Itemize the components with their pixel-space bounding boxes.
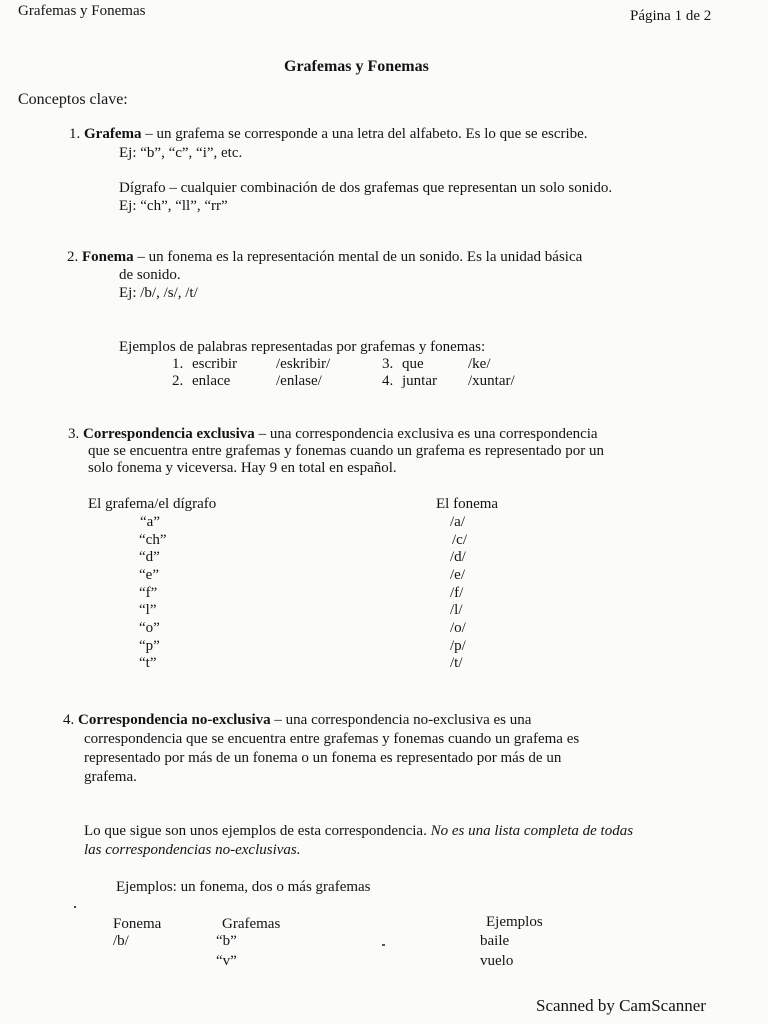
item-3-definition: – una correspondencia exclusiva es una correspondencia — [254, 426, 598, 442]
item-1-definition: – un grafema se corresponde a una letra del alfabeto. Es lo que se escribe. — [141, 126, 588, 142]
exclusive-grapheme: “p” — [139, 638, 160, 654]
exclusive-grapheme: “d” — [139, 549, 160, 565]
exclusive-phoneme: /p/ — [450, 638, 466, 654]
exclusive-phoneme: /c/ — [452, 532, 467, 548]
exclusive-grapheme: “l” — [139, 602, 157, 618]
item-3-number: 3. — [68, 426, 80, 442]
running-header-left: Grafemas y Fonemas — [18, 3, 146, 19]
word-example-3-phon: /ke/ — [468, 356, 491, 372]
note-italic: No es una lista completa de todas — [430, 823, 634, 839]
item-4-number: 4. — [63, 712, 75, 728]
item-4-line-3: representado por más de un fonema o un fonema es representado por más de un — [84, 750, 562, 766]
word-example-2-word: enlace — [192, 373, 231, 389]
digraph-example: Ej: “ch”, “ll”, “rr” — [119, 198, 228, 214]
item-2 — [67, 250, 582, 265]
item-2-definition-cont: de sonido. — [119, 267, 181, 283]
exclusive-phoneme: /f/ — [450, 585, 464, 601]
exclusive-phoneme: /t/ — [450, 655, 463, 671]
table-header-fonema: Fonema — [113, 916, 162, 932]
item-4-definition: – una correspondencia no-exclusiva es una — [270, 712, 532, 728]
exclusive-phoneme: /l/ — [450, 602, 463, 618]
item-4-line-4: grafema. — [84, 769, 137, 785]
exclusive-phoneme: /e/ — [450, 567, 465, 583]
item-1-number: 1. — [69, 126, 81, 142]
item-4-term: Correspondencia no-exclusiva — [78, 712, 271, 728]
item-2-definition: – un fonema es la representación mental de un sonido. Es la unidad básica — [133, 249, 583, 265]
exclusive-grapheme: “e” — [139, 567, 159, 583]
exclusive-phoneme: /o/ — [450, 620, 466, 636]
table-row-ejemplo: vuelo — [480, 953, 514, 969]
word-example-3-num: 3. — [382, 356, 394, 372]
word-examples-intro: Ejemplos de palabras representadas por grafemas y fonemas: — [119, 339, 486, 355]
item-3-line-2: que se encuentra entre grafemas y fonemas cuando un grafema es representado por un — [88, 443, 605, 459]
word-example-2-phon: /enlase/ — [276, 373, 322, 389]
item-3-term: Correspondencia exclusiva — [83, 426, 255, 442]
table-header-ejemplos: Ejemplos — [486, 914, 543, 930]
note-plain: Lo que sigue son unos ejemplos de esta correspondencia. — [84, 823, 431, 839]
word-example-4-num: 4. — [382, 373, 394, 389]
item-2-example: Ej: /b/, /s/, /t/ — [119, 285, 198, 301]
item-1-example: Ej: “b”, “c”, “i”, etc. — [119, 145, 243, 161]
word-example-1-phon: /eskribir/ — [276, 356, 331, 372]
exclusive-grapheme: “f” — [139, 585, 158, 601]
table-header-grafemas: Grafemas — [222, 916, 281, 932]
scan-speck — [382, 944, 385, 946]
exclusive-grapheme: “a” — [140, 514, 160, 530]
item-3-line-3: solo fonema y viceversa. Hay 9 en total en español. — [88, 460, 397, 476]
exclusive-col-header-grapheme: El grafema/el dígrafo — [88, 496, 217, 512]
scan-speck — [74, 906, 76, 908]
exclusive-phoneme: /a/ — [450, 514, 465, 530]
word-example-4-word: juntar — [402, 373, 437, 389]
word-example-2-num: 2. — [172, 373, 184, 389]
word-example-1-num: 1. — [172, 356, 184, 372]
word-example-4-phon: /xuntar/ — [468, 373, 515, 389]
item-3 — [68, 427, 598, 442]
table-row-grafema: “v” — [216, 953, 237, 969]
item-4-line-2: correspondencia que se encuentra entre grafemas y fonemas cuando un grafema es — [84, 731, 580, 747]
word-example-3-word: que — [402, 356, 424, 372]
exclusive-phoneme: /d/ — [450, 549, 466, 565]
item-2-number: 2. — [67, 249, 79, 265]
note-italic-cont: las correspondencias no-exclusivas. — [84, 842, 301, 858]
table-row-grafema: “b” — [216, 933, 237, 949]
exclusive-grapheme: “ch” — [139, 532, 167, 548]
word-example-1-word: escribir — [192, 356, 237, 372]
table-row-ejemplo: baile — [480, 933, 510, 949]
table-row-fonema: /b/ — [113, 933, 129, 949]
item-2-term: Fonema — [82, 249, 134, 265]
item-1 — [69, 127, 588, 142]
digraph-definition: Dígrafo – cualquier combinación de dos grafemas que representan un solo sonido. — [119, 180, 613, 196]
scanner-watermark: Scanned by CamScanner — [536, 996, 706, 1015]
item-4 — [63, 713, 531, 728]
exclusive-col-header-phoneme: El fonema — [436, 496, 499, 512]
item-1-term: Grafema — [84, 126, 142, 142]
examples-heading: Ejemplos: un fonema, dos o más grafemas — [116, 879, 371, 895]
page-number: Página 1 de 2 — [630, 8, 712, 24]
non-exclusive-note — [84, 824, 633, 839]
intro-heading: Conceptos clave: — [18, 91, 128, 108]
exclusive-grapheme: “o” — [139, 620, 160, 636]
exclusive-grapheme: “t” — [139, 655, 157, 671]
page-title: Grafemas y Fonemas — [284, 58, 429, 75]
